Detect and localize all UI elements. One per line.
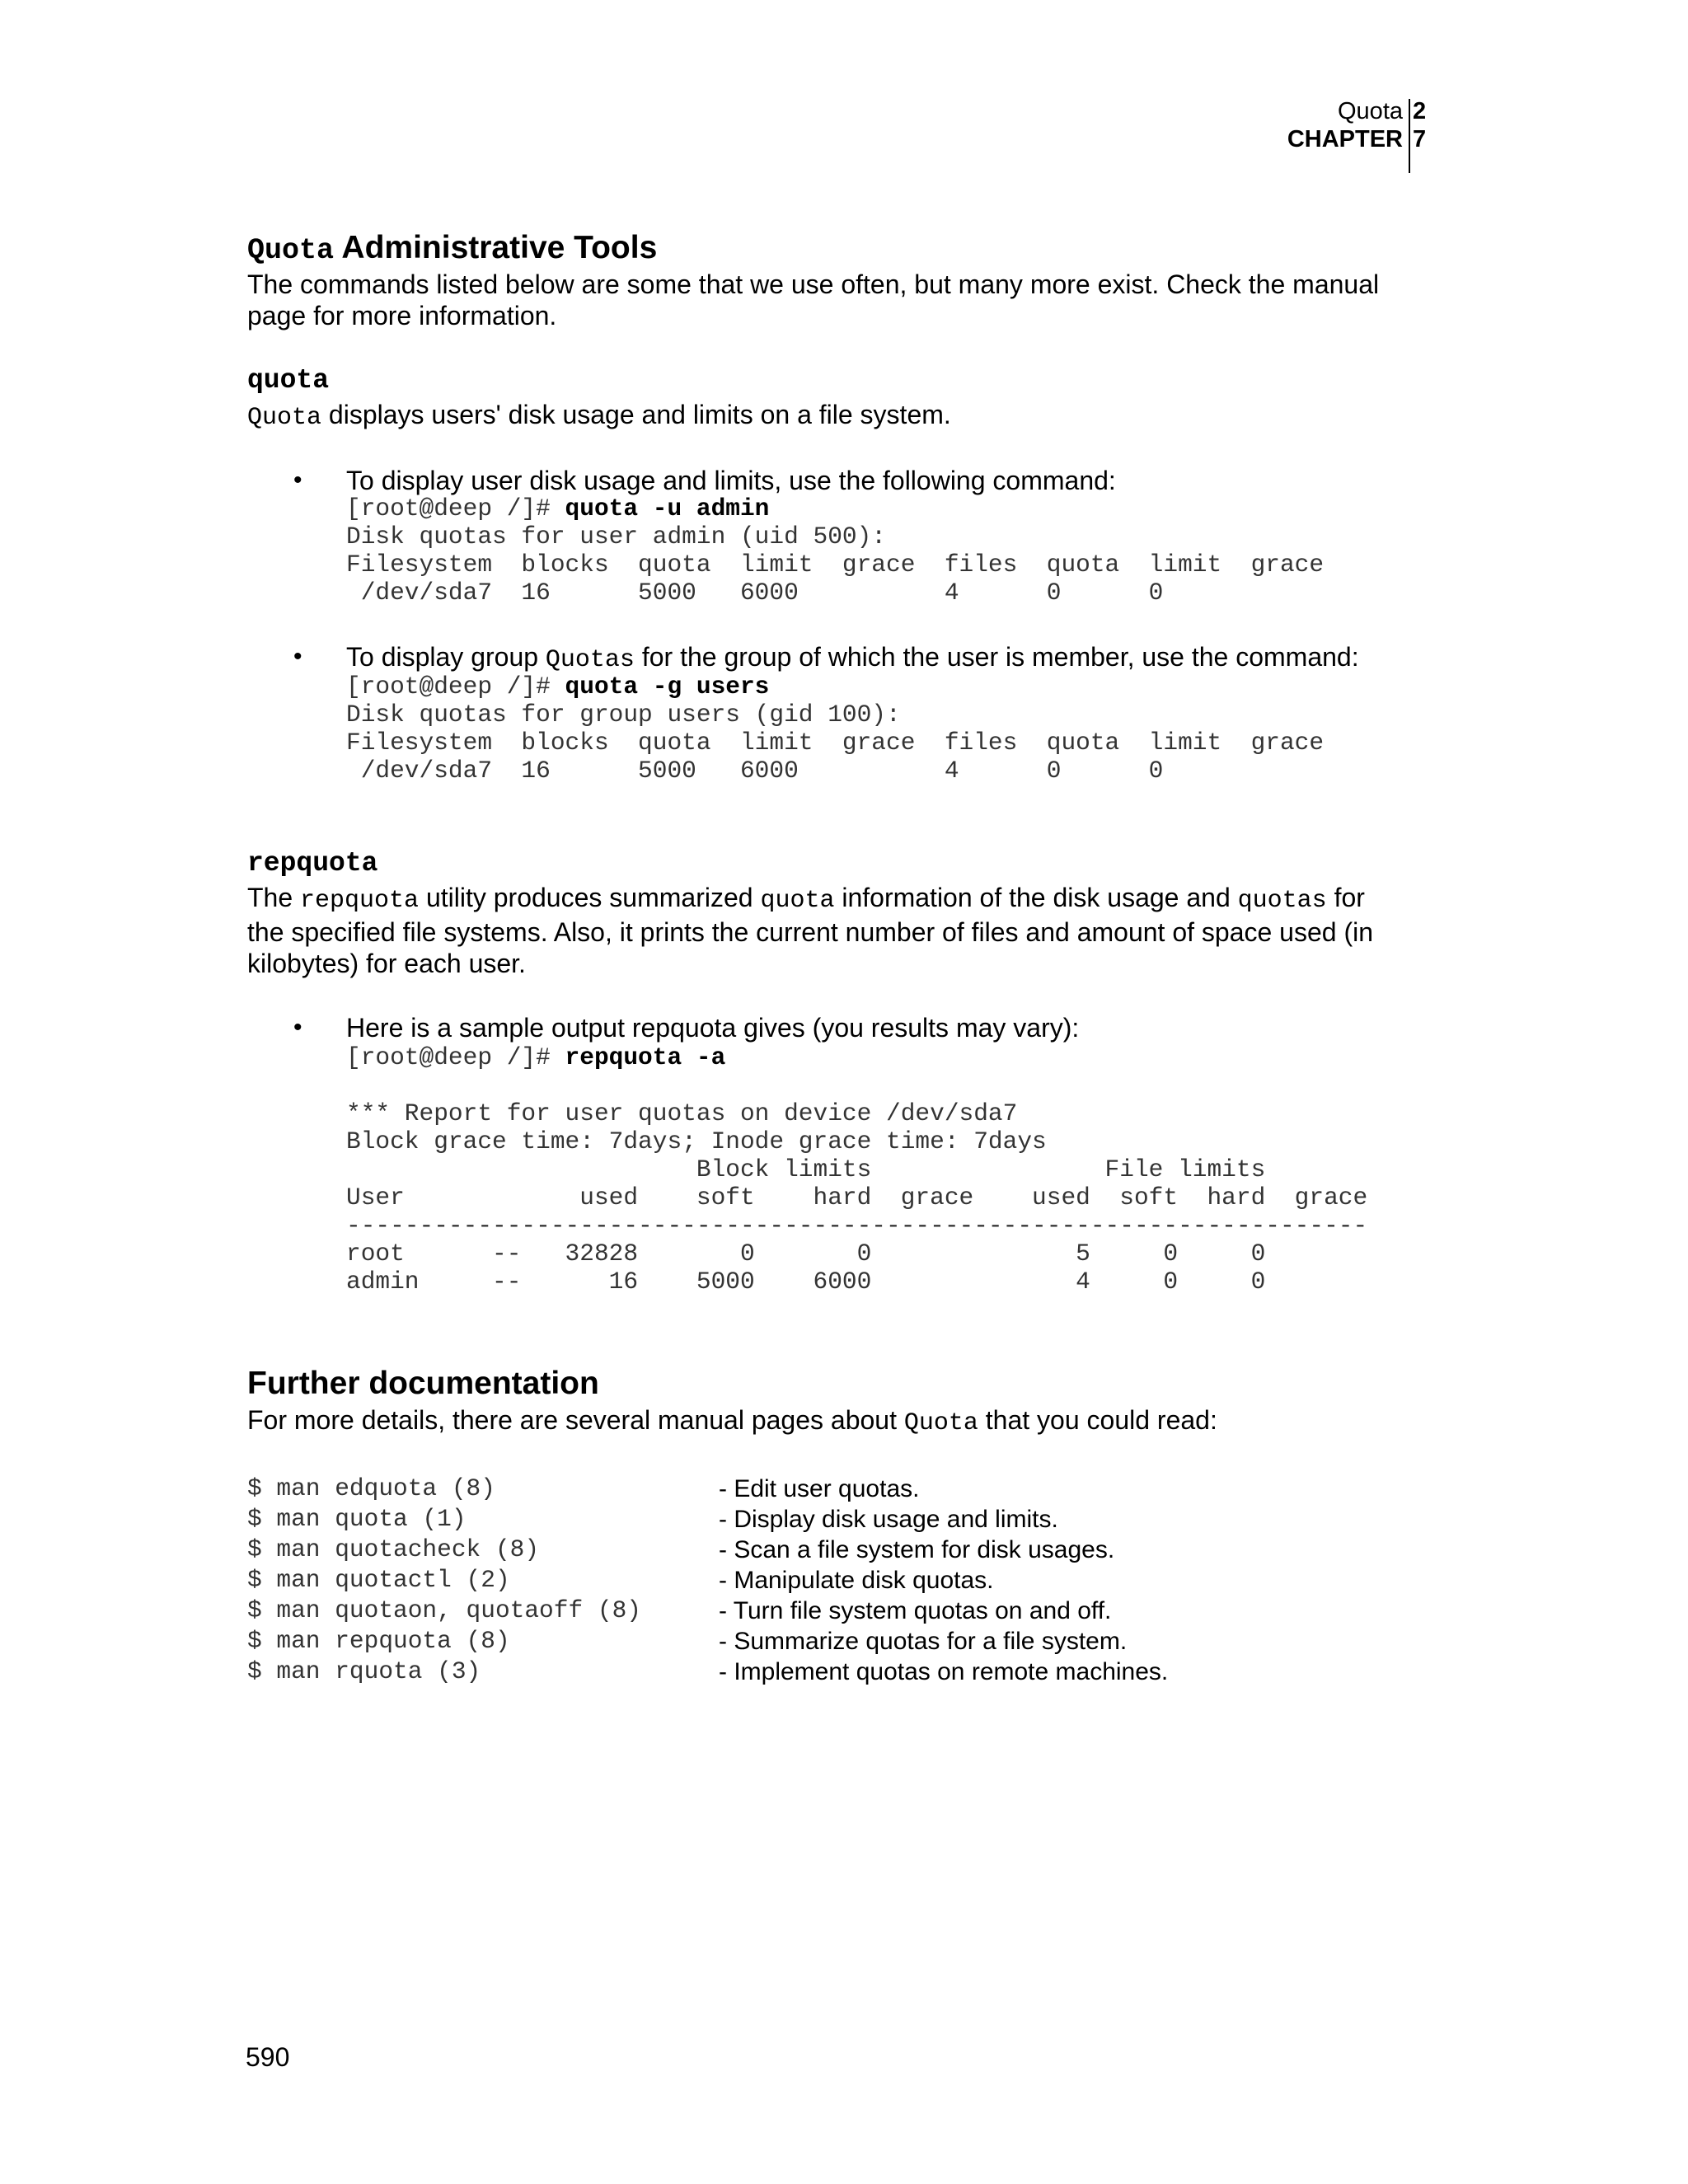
- quota-user-prompt: [root@deep /]#: [346, 494, 565, 523]
- quota-bullet-2-text-a: To display group: [346, 642, 546, 672]
- further-intro-b: that you could read:: [978, 1405, 1217, 1435]
- quota-group-command: quota -g users: [565, 673, 770, 701]
- quota-user-example: [346, 494, 1324, 607]
- quota-user-output: Disk quotas for user admin (uid 500): Filesystem blocks quota limit grace files quota limit grace /dev/sda7 16 5000 6000 4 0 0: [346, 523, 1325, 607]
- further-documentation-title: Further documentation: [247, 1366, 599, 1401]
- section-intro-line-2: page for more information.: [247, 301, 557, 330]
- repquota-heading: repquota: [247, 848, 378, 879]
- repquota-desc-c: information of the disk usage and: [834, 883, 1238, 912]
- man-page-description: - Implement quotas on remote machines.: [719, 1658, 1169, 1685]
- repquota-desc-line-3: kilobytes) for each user.: [247, 949, 526, 978]
- header-chapter-digit-1: 2: [1413, 98, 1427, 124]
- repquota-desc-code-2: quota: [760, 887, 835, 915]
- repquota-desc-b: utility produces summarized: [419, 883, 761, 912]
- further-intro-a: For more details, there are several manual pages about: [247, 1405, 904, 1435]
- quota-bullet-1-text: To display user disk usage and limits, use the following command:: [346, 466, 1116, 495]
- further-intro-code: Quota: [903, 1409, 978, 1437]
- quota-desc-code: Quota: [247, 404, 322, 432]
- repquota-prompt: [root@deep /]#: [346, 1043, 565, 1071]
- running-header: [1101, 97, 1431, 175]
- quota-group-output: Disk quotas for group users (gid 100): Filesystem blocks quota limit grace files quota limit grace /dev/sda7 16 5000 6000 4 0 0: [346, 701, 1325, 785]
- section-title-text: Administrative Tools: [334, 230, 658, 265]
- repquota-bullet-text: Here is a sample output repquota gives (you results may vary):: [346, 1013, 1080, 1043]
- repquota-desc-d: for: [1326, 883, 1365, 912]
- quota-group-example: [346, 673, 1324, 785]
- page-number: 590: [246, 2042, 290, 2072]
- quota-description: [247, 399, 1442, 434]
- man-page-description: - Summarize quotas for a file system.: [719, 1628, 1128, 1655]
- section-intro: [247, 269, 1442, 331]
- quota-bullet-2-text: [346, 641, 1359, 676]
- man-page-command: $ man rquota (3): [247, 1657, 481, 1685]
- man-page-description: - Scan a file system for disk usages.: [719, 1536, 1115, 1563]
- quota-bullet-2-code: Quotas: [545, 646, 635, 674]
- man-page-command: $ man quotaon, quotaoff (8): [247, 1596, 641, 1624]
- further-intro: [247, 1404, 1442, 1439]
- header-chapter-digit-2: 7: [1413, 126, 1427, 152]
- bullet-icon: •: [293, 1014, 302, 1041]
- repquota-example: [346, 1043, 1367, 1296]
- repquota-output: *** Report for user quotas on device /dev/sda7 Block grace time: 7days; Inode grace time: 7days Block limits File limits User used soft hard grace used soft hard grace ---------------------------------------------------------------------- root -- 32828 0 0 5 0 0 admin -- 16 5000 6000 4 0 0: [346, 1099, 1368, 1296]
- quota-group-prompt: [root@deep /]#: [346, 673, 565, 701]
- man-page-command: $ man quotacheck (8): [247, 1535, 540, 1563]
- quota-user-command: quota -u admin: [565, 494, 770, 523]
- bullet-icon: •: [293, 466, 302, 494]
- bullet-icon: •: [293, 643, 302, 670]
- man-page-command: $ man quota (1): [247, 1505, 467, 1533]
- header-section-name: Quota: [1338, 98, 1403, 124]
- section-title-admin-tools: [247, 229, 657, 269]
- quota-desc-text: displays users' disk usage and limits on a file system.: [321, 400, 951, 429]
- section-intro-line-1: The commands listed below are some that we use often, but many more exist. Check the manual: [247, 269, 1380, 299]
- man-page-command: $ man repquota (8): [247, 1627, 510, 1655]
- man-page-description: - Display disk usage and limits.: [719, 1506, 1058, 1533]
- quota-bullet-2-text-b: for the group of which the user is member, use the command:: [634, 642, 1359, 672]
- man-page-command: $ man quotactl (2): [247, 1566, 510, 1594]
- repquota-description: [247, 882, 1442, 979]
- repquota-desc-line-2: the specified file systems. Also, it prints the current number of files and amount of space used (in: [247, 917, 1374, 947]
- quota-heading: quota: [247, 365, 330, 396]
- repquota-desc-line-1: [247, 882, 1442, 916]
- header-chapter-label: CHAPTER: [1287, 126, 1403, 152]
- man-page-command: $ man edquota (8): [247, 1474, 495, 1502]
- repquota-command: repquota -a: [565, 1043, 726, 1071]
- man-page-description: - Manipulate disk quotas.: [719, 1567, 994, 1594]
- section-title-code: Quota: [247, 234, 335, 267]
- repquota-desc-a: The: [247, 883, 301, 912]
- man-page-description: - Turn file system quotas on and off.: [719, 1597, 1112, 1624]
- repquota-desc-code-1: repquota: [300, 887, 420, 915]
- repquota-desc-code-3: quotas: [1237, 887, 1327, 915]
- header-divider: [1409, 99, 1410, 173]
- man-page-description: - Edit user quotas.: [719, 1475, 920, 1502]
